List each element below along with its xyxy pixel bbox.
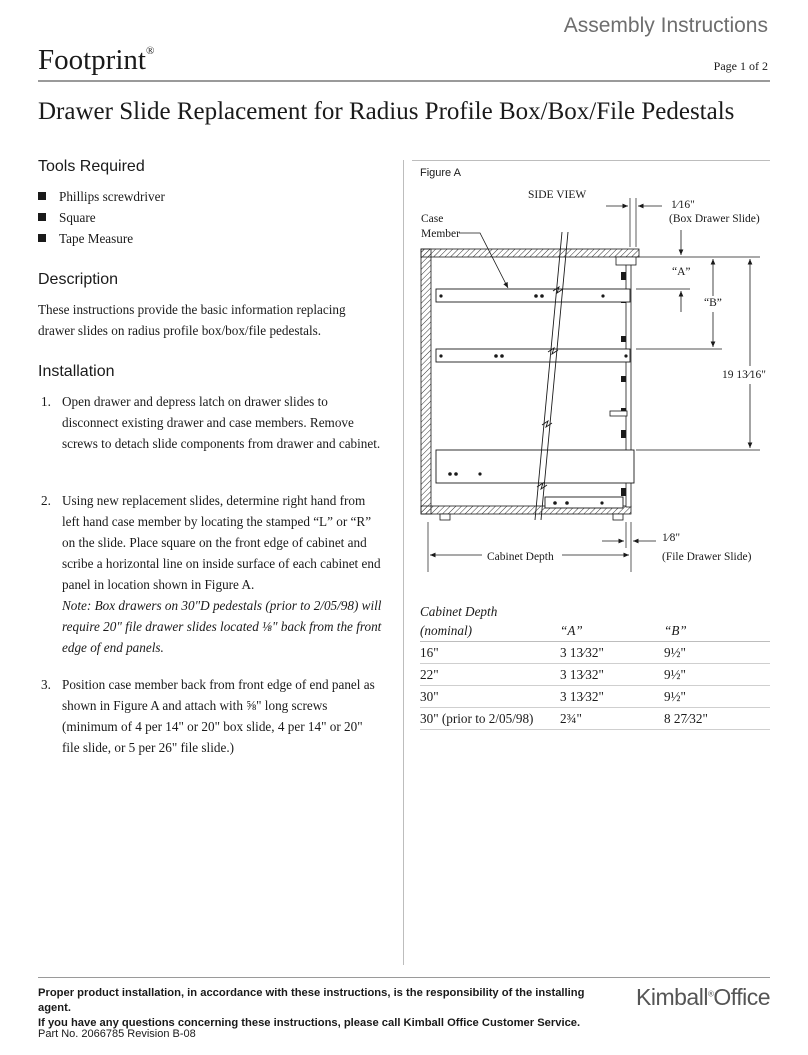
table-cell: 9½" (664, 664, 770, 686)
footer-notice-line-2: If you have any questions concerning these instructions, please call Kimball Office Customer Service. (38, 1017, 581, 1029)
header-kicker: Assembly Instructions (563, 14, 768, 37)
file-slide-label: (File Drawer Slide) (662, 551, 752, 563)
table-row (420, 664, 770, 686)
b-dimension-label: “B” (704, 297, 722, 309)
dimensions-table (420, 603, 770, 730)
box-slide-1 (436, 289, 630, 302)
tools-heading: Tools Required (38, 158, 145, 175)
logo-kimball: Kimball (636, 984, 708, 1010)
table-row (420, 642, 770, 664)
step-number: 3. (41, 677, 51, 692)
page-number: Page 1 of 2 (713, 59, 768, 73)
kimball-office-logo (636, 984, 770, 1011)
bullet-icon (38, 192, 46, 200)
part-number: Part No. 2066785 Revision B-08 (38, 1028, 196, 1040)
table-cell: 16" (420, 642, 560, 664)
table-cell: 8 27⁄32" (664, 708, 770, 730)
side-view-label: SIDE VIEW (528, 189, 587, 201)
bullet-icon (38, 213, 46, 221)
cabinet-depth-label: Cabinet Depth (487, 551, 554, 563)
case-member-label-1: Case (421, 213, 444, 225)
logo-registered-mark: ® (707, 989, 714, 999)
table-cell: 9½" (664, 642, 770, 664)
page-title: Drawer Slide Replacement for Radius Profile Box/Box/File Pedestals (38, 98, 735, 125)
step-number: 1. (41, 394, 51, 409)
side-view-diagram (404, 176, 770, 586)
a-dimension-label: “A” (672, 266, 691, 278)
table-header-nominal: (nominal) (420, 620, 560, 642)
installation-heading: Installation (38, 363, 115, 380)
table-cell: 22" (420, 664, 560, 686)
sixteenth-label: 1⁄16" (671, 199, 695, 211)
file-slide (436, 450, 634, 483)
step-text: Open drawer and depress latch on drawer slides to disconnect existing drawer and case members. Remove screws to detach slide components from drawer and cabinet. (62, 394, 381, 451)
table-cell: 2¾" (560, 708, 664, 730)
tool-label: Tape Measure (59, 231, 134, 246)
list-item (38, 186, 165, 207)
table-cell: 30" (420, 686, 560, 708)
leveler-right (613, 514, 623, 520)
file-slide-strip (610, 411, 627, 416)
brand-logo (38, 44, 154, 77)
step-number: 2. (41, 493, 51, 508)
step-text: Position case member back from front edge of end panel as shown in Figure A and attach with ⅝" long screws (minimum of 4 per 14" or 20" box slide, 4 per 14" or 20" file slide, or 5 per 26" file slide.) (62, 677, 375, 755)
description-text: These instructions provide the basic information replacing drawer slides on radius profile box/box/file pedestals. (38, 302, 346, 338)
table-header-b: “B” (664, 620, 770, 642)
step-2-note: Note: Box drawers on 30"D pedestals (prior to 2/05/98) will require 20" file drawer slides located ⅛" back from the front edge of end panels. (62, 598, 382, 655)
table-cell: 3 13⁄32" (560, 642, 664, 664)
cabinet-back-panel (421, 249, 431, 514)
header-rule (38, 80, 770, 82)
cabinet-top-panel (421, 249, 639, 257)
table-header-cabinet-depth: Cabinet Depth (420, 603, 498, 619)
figure-label: Figure A (420, 167, 461, 179)
bullet-icon (38, 234, 46, 242)
eighth-label: 1⁄8" (662, 532, 681, 544)
footer-notice (38, 986, 618, 1031)
figure-rule (412, 160, 770, 161)
case-member-label-2: Member (421, 228, 460, 240)
table-cell: 9½" (664, 686, 770, 708)
table-header-a: “A” (560, 620, 664, 642)
table-cell: 30" (prior to 2/05/98) (420, 708, 560, 730)
brand-name: Footprint (38, 44, 146, 76)
height-label: 19 13⁄16" (722, 369, 766, 381)
step-text: Using new replacement slides, determine right hand from left hand case member by locating the stamped “L” or “R” on the slide. Place square on the front edge of cabinet and scribe a horizontal line on inside surface of each cabinet end panel in location shown in Figure A. (62, 493, 381, 592)
brand-registered-mark: ® (145, 45, 155, 58)
tools-list (38, 186, 165, 249)
table-row (420, 708, 770, 730)
list-item (38, 228, 165, 249)
footer-rule (38, 977, 770, 978)
table-header-row (420, 603, 770, 620)
description-heading: Description (38, 271, 119, 288)
table-row (420, 686, 770, 708)
box-slide-label: (Box Drawer Slide) (669, 213, 760, 225)
cabinet-front-cap (616, 257, 636, 265)
case-member-leader (459, 233, 508, 288)
list-item (38, 207, 165, 228)
table-cell: 3 13⁄32" (560, 664, 664, 686)
table-cell: 3 13⁄32" (560, 686, 664, 708)
tool-label: Square (59, 210, 96, 225)
footer-notice-line-1: Proper product installation, in accordance with these instructions, is the responsibility of the installing agent. (38, 987, 585, 1014)
leveler-left (440, 514, 450, 520)
logo-office: Office (713, 984, 770, 1010)
table-header-row (420, 620, 770, 642)
tool-label: Phillips screwdriver (59, 189, 165, 204)
box-slide-2 (436, 349, 630, 362)
